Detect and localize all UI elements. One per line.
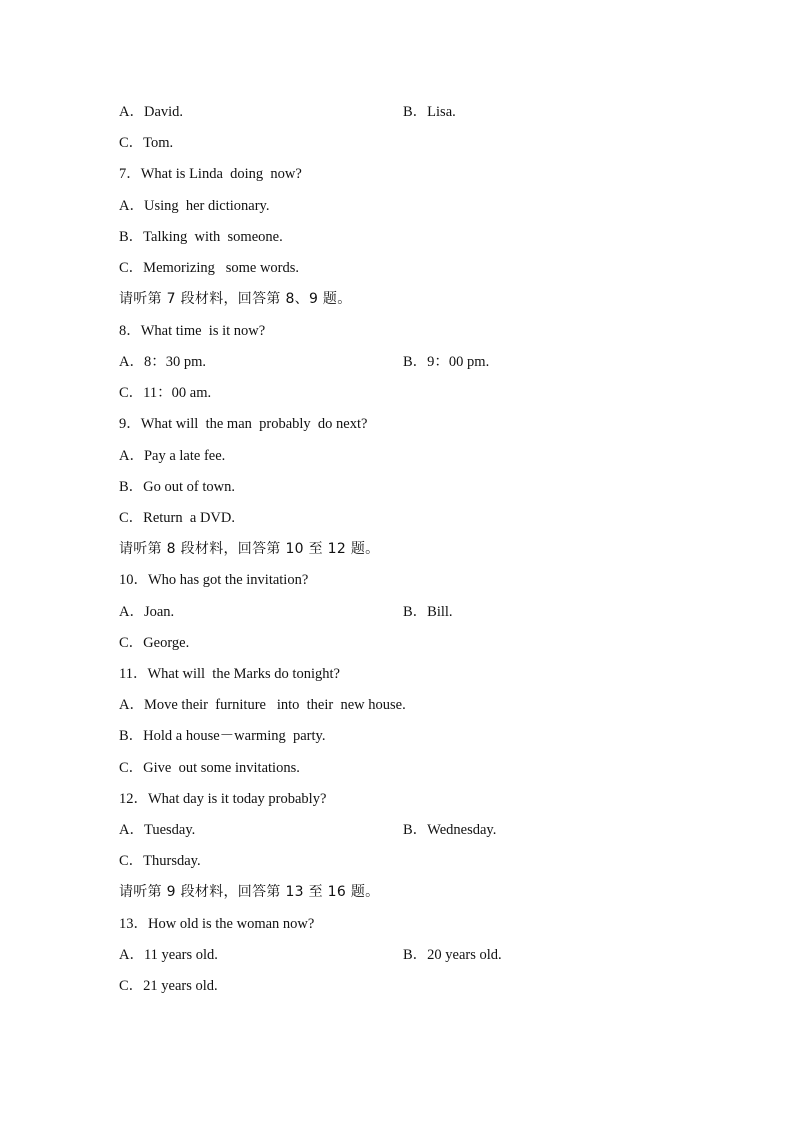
option-b: B．Go out of town.	[119, 479, 235, 495]
section-instruction: 请听第 8 段材料，回答第 10 至 12 题。	[119, 541, 380, 557]
option-c: C．Tom.	[119, 135, 174, 151]
option-a: A．Joan.	[119, 604, 175, 620]
option-b: B．20 years old.	[403, 947, 502, 963]
option-b: B．Hold a house－warming party.	[119, 728, 326, 744]
option-a: A．David.	[119, 104, 184, 120]
option-c: C．Memorizing some words.	[119, 260, 300, 276]
option-c: C．21 years old.	[119, 978, 218, 994]
question-12: 12．What day is it today probably?	[119, 791, 327, 807]
option-a: A．Pay a late fee.	[119, 448, 226, 464]
option-b: B．9：00 pm.	[403, 354, 490, 370]
question-13: 13．How old is the woman now?	[119, 916, 315, 932]
option-c: C．Return a DVD.	[119, 510, 235, 526]
option-a: A．11 years old.	[119, 947, 218, 963]
option-a: A．Using her dictionary.	[119, 198, 270, 214]
question-11: 11．What will the Marks do tonight?	[119, 666, 340, 682]
option-a: A．Tuesday.	[119, 822, 196, 838]
option-b: B．Talking with someone.	[119, 229, 283, 245]
option-c: C．Give out some invitations.	[119, 760, 300, 776]
section-instruction: 请听第 7 段材料，回答第 8、9 题。	[119, 291, 352, 307]
option-c: C．11：00 am.	[119, 385, 212, 401]
option-c: C．George.	[119, 635, 190, 651]
question-7: 7．What is Linda doing now?	[119, 166, 302, 182]
option-c: C．Thursday.	[119, 853, 201, 869]
section-instruction: 请听第 9 段材料，回答第 13 至 16 题。	[119, 884, 380, 900]
option-b: B．Lisa.	[403, 104, 456, 120]
option-b: B．Wednesday.	[403, 822, 497, 838]
option-a: A．8：30 pm.	[119, 354, 206, 370]
question-10: 10．Who has got the invitation?	[119, 572, 309, 588]
option-a: A．Move their furniture into their new house.	[119, 697, 406, 713]
question-8: 8．What time is it now?	[119, 323, 266, 339]
option-b: B．Bill.	[403, 604, 453, 620]
question-9: 9．What will the man probably do next?	[119, 416, 368, 432]
